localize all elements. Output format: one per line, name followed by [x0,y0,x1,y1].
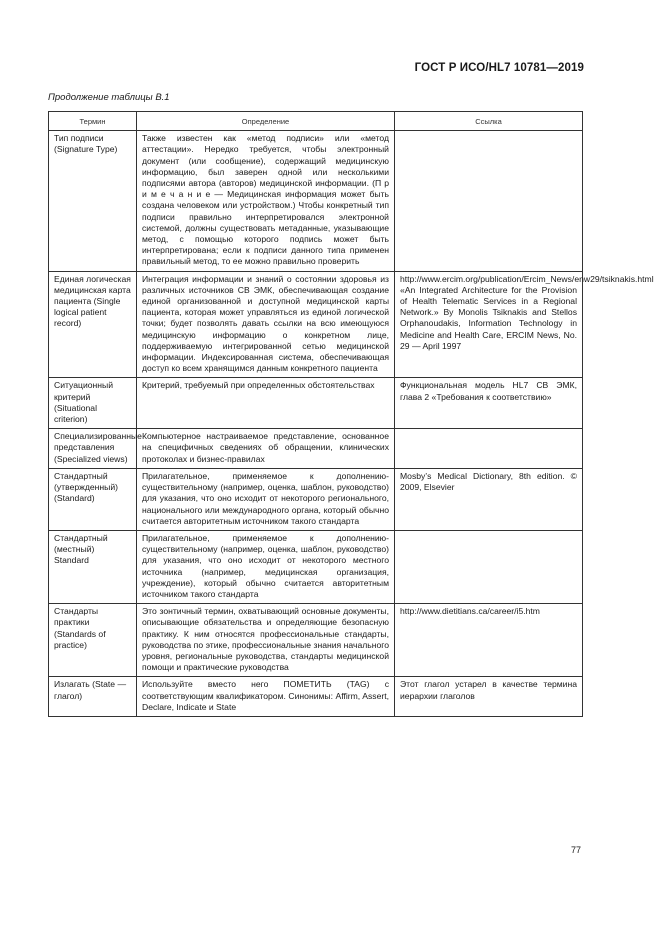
reference-cell: Mosby’s Medical Dictionary, 8th edition. © 2009, Elsevier [395,468,583,530]
definition-cell: Это зонтичный термин, охватывающий основные документы, описывающие обязательства и определяющие безопасную практику. К ним относятся профессиональные стандарты, руководства по этике, профессиональные знания начального уровня, региональные руководства, стандарты медицинской помощи и практические руководства [137,604,395,677]
term-cell: Излагать (State — глагол) [49,677,137,717]
table-row [49,468,583,530]
table-header-row [49,112,583,131]
table-row [49,604,583,677]
page-number: 77 [571,845,582,855]
reference-cell [395,530,583,603]
table-row [49,530,583,603]
term-cell: Единая логическая медицинская карта пациента (Single logical patient record) [49,271,137,378]
term-cell: Тип подписи (Signature Type) [49,131,137,271]
term-cell: Специализированные представления (Specialized views) [49,429,137,469]
table-row [49,677,583,717]
reference-cell: http://www.ercim.org/publication/Ercim_News/enw29/tsiknakis.html «An Integrated Architecture for the Provision of Health Telematic Services in a Regional Network.» By Monolis Tsiknakis and Stellos Orphanoudakis, Information Technology in Medicine and Health Care, ERCIM News, No. 29 — April 1997 [395,271,583,378]
term-cell: Стандартный (утвержденный) (Standard) [49,468,137,530]
table-row [49,378,583,429]
definition-cell: Компьютерное настраиваемое представление, основанное на специфичных сведениях об обращении, клинических протоколах и бизнес-правилах [137,429,395,469]
table-row [49,429,583,469]
reference-cell [395,429,583,469]
document-header: ГОСТ Р ИСО/HL7 10781—2019 [414,62,584,74]
definition-cell: Также известен как «метод подписи» или «метод аттестации». Нередко требуется, чтобы электронный документ (или сообщение), содержащий медицинскую информацию, был заверен одной или несколькими подписями автора (авторов) медицинской информации. (П р и м е ч а н и е — Медицинская информация может быть создана человеком или устройством.) Чтобы конкретный тип подписи правильно интерпретировался электронной системой, должны существовать метаданные, указывающие метод, с помощью которого подпись может быть интерпретирована; если к подписи данного типа применен правильный метод, то ее можно правильно проверить [137,131,395,271]
table-row [49,131,583,271]
table-caption: Продолжение таблицы В.1 [48,92,170,103]
reference-cell [395,131,583,271]
definition-cell: Критерий, требуемый при определенных обстоятельствах [137,378,395,429]
reference-cell: Этот глагол устарел в качестве термина иерархии глаголов [395,677,583,717]
definition-cell: Используйте вместо него ПОМЕТИТЬ (TAG) с соответствующим квалификатором. Синонимы: Affirm, Assert, Declare, Indicate и State [137,677,395,717]
terms-table [48,111,654,717]
definition-cell: Интеграция информации и знаний о состоянии здоровья из различных источников СВ ЭМК, обеспечивающая создание единой организованной и доступной медицинской карты пациента, которая может управляться из единой логической точки; будет позволять давать ссылки на всю имеющуюся медицинскую информацию о конкретном лице, поддерживаемую интегрированной сетью медицинской информации. Индексированная система, обеспечивающая доступ ко всем хранящимся данным конкретного пациента [137,271,395,378]
term-cell: Стандартный (местный) Standard [49,530,137,603]
term-cell: Ситуационный критерий (Situational criterion) [49,378,137,429]
reference-cell: Функциональная модель HL7 СВ ЭМК, глава 2 «Требования к соответствию» [395,378,583,429]
column-header-term: Термин [49,112,137,131]
reference-cell: http://www.dietitians.ca/career/i5.htm [395,604,583,677]
definition-cell: Прилагательное, применяемое к дополнению-существительному (например, оценка, шаблон, руководство) для указания, что оно исходит от некоторого местного источника (например, медицинская организация, учреждение), который обычно считается авторитетным источником такого стандарта [137,530,395,603]
column-header-definition: Определение [137,112,395,131]
table-row [49,271,583,378]
column-header-reference: Ссылка [395,112,583,131]
term-cell: Стандарты практики (Standards of practice) [49,604,137,677]
definition-cell: Прилагательное, применяемое к дополнению-существительному (например, оценка, шаблон, руководство) для указания, что оно исходит от некоторого регионального, национального или международного органа, который обычно считается авторитетным источником такого стандарта [137,468,395,530]
